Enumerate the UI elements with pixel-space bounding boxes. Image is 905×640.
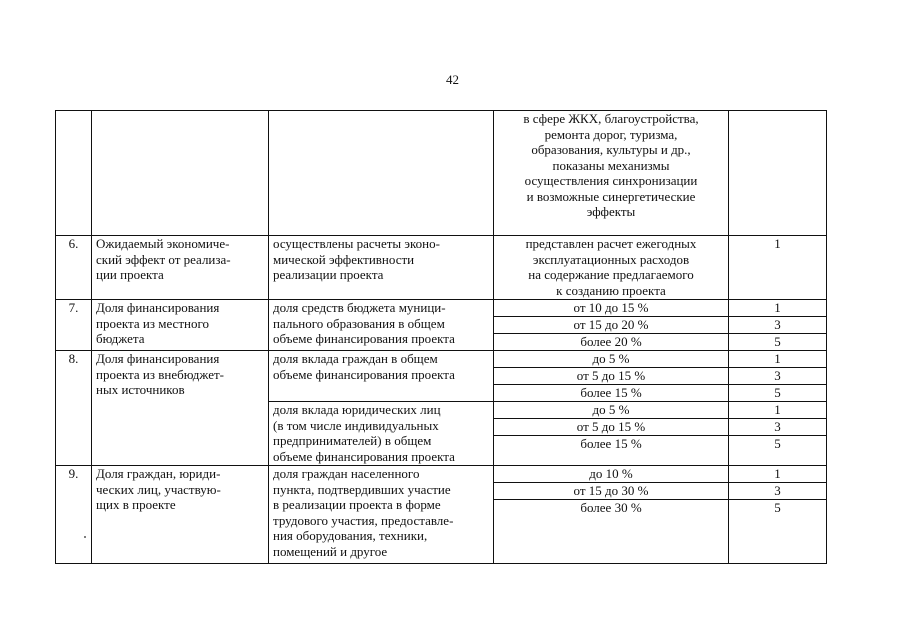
row8-num: [56, 351, 92, 466]
row8a-value-2-text: от 5 до 15 %: [576, 368, 646, 383]
row8a-score-3: [729, 385, 827, 402]
row9-value-3-text: более 30 %: [580, 500, 642, 515]
table-row-9a: [56, 466, 827, 483]
row7-score-1: [729, 300, 827, 317]
row7-num-text: 7.: [68, 300, 79, 315]
row9-name-text: Доля граждан, юриди- ческих лиц, участвую- щих в проекте: [96, 466, 221, 512]
row7-value-3-text: более 20 %: [580, 334, 642, 349]
cell-score-empty: [729, 111, 827, 236]
row9-score-3-text: 5: [774, 500, 781, 515]
row6-num: [56, 236, 92, 300]
row9-score-3: [729, 500, 827, 564]
row6-name-text: Ожидаемый экономиче- ский эффект от реализа- ции проекта: [96, 236, 231, 282]
row8a-score-3-text: 5: [774, 385, 781, 400]
row7-value-1: [494, 300, 729, 317]
row8a-score-1-text: 1: [774, 351, 781, 366]
row8b-value-3: [494, 436, 729, 466]
cell-num-empty: [56, 111, 92, 236]
row7-num: [56, 300, 92, 351]
row8a-value-1-text: до 5 %: [592, 351, 630, 366]
row9-indicator: [269, 466, 494, 564]
row8b-score-1-text: 1: [774, 402, 781, 417]
row8-indicator-b-text: доля вклада юридических лиц (в том числе индивидуальных предпринимателей) в общем объеме финансирования проекта: [273, 402, 455, 464]
row9-value-1: [494, 466, 729, 483]
row6-score: [729, 236, 827, 300]
row8b-score-2: [729, 419, 827, 436]
row7-value-3: [494, 334, 729, 351]
row9-num-text: 9.: [68, 466, 79, 481]
row8-indicator-b: [269, 402, 494, 466]
row9-value-3: [494, 500, 729, 564]
row8a-value-2: [494, 368, 729, 385]
row8-name-text: Доля финансирования проекта из внебюджет- ных источников: [96, 351, 224, 397]
row6-name: [92, 236, 269, 300]
row8b-value-2-text: от 5 до 15 %: [576, 419, 646, 434]
row6-indicator: [269, 236, 494, 300]
row8b-value-1-text: до 5 %: [592, 402, 630, 417]
row8a-value-1: [494, 351, 729, 368]
row9-num: [56, 466, 92, 564]
row8b-score-3-text: 5: [774, 436, 781, 451]
row7-name-text: Доля финансирования проекта из местного бюджета: [96, 300, 220, 346]
row8b-score-1: [729, 402, 827, 419]
table-row-continuation: [56, 111, 827, 236]
row8-indicator-a-text: доля вклада граждан в общем объеме финансирования проекта: [273, 351, 455, 382]
row9-name: [92, 466, 269, 564]
row8b-score-2-text: 3: [774, 419, 781, 434]
cell-value-continuation: [494, 111, 729, 236]
row7-indicator-text: доля средств бюджета муници- пального образования в общем объеме финансирования проекта: [273, 300, 455, 346]
row9-score-2: [729, 483, 827, 500]
row6-num-text: 6.: [68, 236, 79, 251]
row8b-value-1: [494, 402, 729, 419]
table-row-7a: [56, 300, 827, 317]
row7-value-2-text: от 15 до 20 %: [573, 317, 649, 332]
row9-score-1: [729, 466, 827, 483]
row8b-value-2: [494, 419, 729, 436]
row8b-score-3: [729, 436, 827, 466]
continuation-text: в сфере ЖКХ, благоустройства, ремонта дорог, туризма, образования, культуры и др., показаны механизмы осуществления синхронизации и возможные синергетические эффекты: [523, 111, 699, 219]
row7-indicator: [269, 300, 494, 351]
row8-indicator-a: [269, 351, 494, 402]
row8-num-text: 8.: [68, 351, 79, 366]
row9-score-2-text: 3: [774, 483, 781, 498]
row7-value-1-text: от 10 до 15 %: [573, 300, 649, 315]
row9-value-2-text: от 15 до 30 %: [573, 483, 649, 498]
row7-score-2-text: 3: [774, 317, 781, 332]
row6-score-text: 1: [774, 236, 781, 251]
row9-score-1-text: 1: [774, 466, 781, 481]
table-row-6: [56, 236, 827, 300]
row7-score-3-text: 5: [774, 334, 781, 349]
row7-score-1-text: 1: [774, 300, 781, 315]
row6-indicator-text: осуществлены расчеты эконо- мической эффективности реализации проекта: [273, 236, 440, 282]
row7-name: [92, 300, 269, 351]
scan-speck: [84, 536, 86, 538]
row8a-value-3: [494, 385, 729, 402]
row7-score-2: [729, 317, 827, 334]
row9-indicator-text: доля граждан населенного пункта, подтвердивших участие в реализации проекта в форме трудового участия, предоставле- ния оборудования, техники, помещений и другое: [273, 466, 454, 559]
row6-value-text: представлен расчет ежегодных эксплуатационных расходов на содержание предлагаемого к созданию проекта: [525, 236, 697, 298]
page-number: 42: [446, 72, 459, 87]
row8a-score-2: [729, 368, 827, 385]
row6-value: [494, 236, 729, 300]
row9-value-1-text: до 10 %: [589, 466, 633, 481]
row8a-value-3-text: более 15 %: [580, 385, 642, 400]
row8a-score-1: [729, 351, 827, 368]
row9-value-2: [494, 483, 729, 500]
row7-value-2: [494, 317, 729, 334]
cell-name-empty: [92, 111, 269, 236]
row8b-value-3-text: более 15 %: [580, 436, 642, 451]
table-row-8a: [56, 351, 827, 368]
row7-score-3: [729, 334, 827, 351]
evaluation-criteria-table: [55, 110, 827, 564]
row8-name: [92, 351, 269, 466]
cell-indicator-empty: [269, 111, 494, 236]
row8a-score-2-text: 3: [774, 368, 781, 383]
